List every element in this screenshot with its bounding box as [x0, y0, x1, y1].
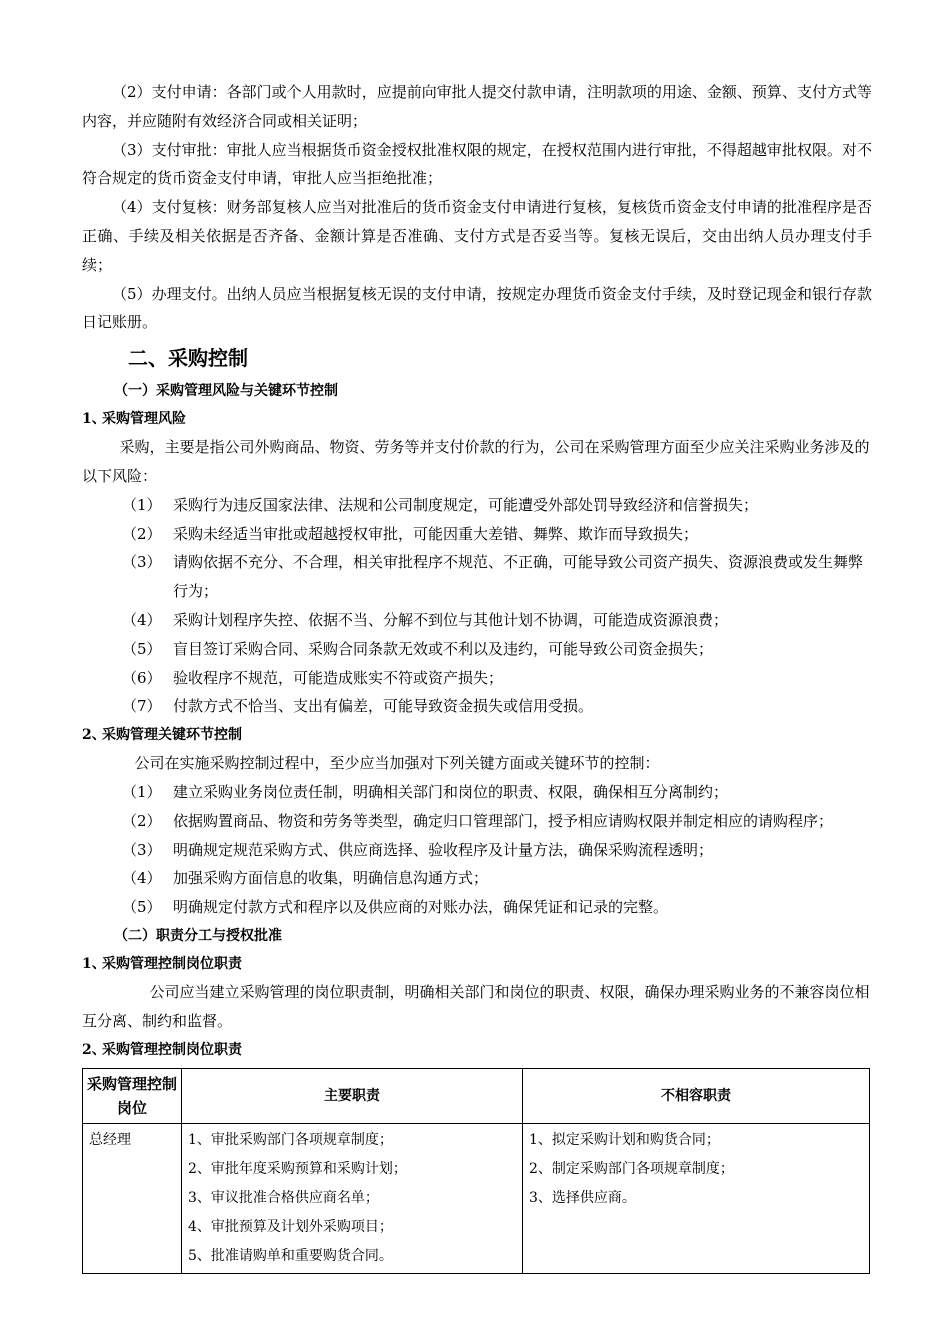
post-duty-intro: 公司应当建立采购管理的岗位职责制，明确相关部门和岗位的职责、权限，确保办理采购业务的不兼容岗位相互分离、制约和监督。 [82, 982, 870, 1030]
item-text: 采购行为违反国家法律、法规和公司制度规定，可能遭受外部处罚导致经济和信誉损失； [173, 495, 759, 514]
post-name: 总经理 [89, 1131, 131, 1148]
item-number: （3） [122, 840, 162, 859]
item-text: 付款方式不恰当、支出有偏差，可能导致资金损失或信用受损。 [173, 697, 594, 716]
list-item [82, 692, 872, 721]
duty-line: 3、审议批准合格供应商名单； [188, 1189, 379, 1206]
cell-main-duty [182, 1123, 523, 1273]
duty-line: 1、拟定采购计划和购货合同； [529, 1131, 720, 1148]
list-item [82, 778, 872, 807]
paragraph-payment-review: （4）支付复核：财务部复核人应当对批准后的货币资金支付申请进行复核，复核货币资金支付申请的批准程序是否正确、手续及相关依据是否齐备、金额计算是否准确、支付方式是否妥当等。复核无误后，交由出纳人员办理支付手续； [82, 198, 872, 274]
list-item [82, 664, 872, 693]
duty-line: 5、批准请购单和重要购货合同。 [188, 1247, 393, 1264]
key-control-list [82, 778, 872, 922]
column-header-main-duty: 主要职责 [182, 1068, 523, 1123]
item-number: （2） [122, 811, 162, 830]
heading-post-duty [82, 950, 872, 978]
list-item [82, 893, 872, 922]
list-item [82, 635, 872, 664]
heading-number: 1、 [82, 411, 106, 428]
item-number: （5） [122, 639, 162, 658]
list-item [82, 864, 872, 893]
item-text: 请购依据不充分、不合理，相关审批程序不规范、不正确，可能导致公司资产损失、资源浪费或发生舞弊行为； [173, 553, 864, 601]
duty-line: 1、审批采购部门各项规章制度； [188, 1131, 393, 1148]
cell-incompatible-duty [523, 1123, 870, 1273]
duty-line: 4、审批预算及计划外采购项目； [188, 1218, 393, 1235]
list-item [82, 548, 872, 606]
item-text: 采购未经适当审批或超越授权审批，可能因重大差错、舞弊、欺诈而导致损失； [173, 524, 699, 543]
item-number: （6） [122, 668, 162, 687]
risk-list [82, 491, 872, 721]
heading-number: 2、 [82, 727, 106, 744]
risk-intro: 采购，主要是指公司外购商品、物资、劳务等并支付价款的行为，公司在采购管理方面至少应关注采购业务涉及的以下风险： [82, 438, 870, 485]
item-number: （7） [122, 697, 162, 716]
item-text: 验收程序不规范，可能造成账实不符或资产损失； [173, 668, 504, 687]
item-text: 采购计划程序失控、依据不当、分解不到位与其他计划不协调，可能造成资源浪费； [173, 610, 729, 629]
column-header-incompatible-duty: 不相容职责 [523, 1068, 870, 1123]
paragraph-payment-approval: （3）支付审批：审批人应当根据货币资金授权批准权限的规定，在授权范围内进行审批，不得超越审批权限。对不符合规定的货币资金支付申请，审批人应当拒绝批准； [82, 140, 872, 188]
item-text: 加强采购方面信息的收集，明确信息沟通方式； [173, 869, 489, 888]
heading-key-control [82, 721, 872, 749]
cell-post [83, 1123, 182, 1273]
item-number: （1） [122, 495, 162, 514]
item-text: 建立采购业务岗位责任制，明确相关部门和岗位的职责、权限，确保相互分离制约； [173, 782, 729, 801]
list-item [82, 491, 872, 520]
heading-text: 采购管理控制岗位职责 [102, 955, 242, 972]
section-title: 二、采购控制 [128, 346, 248, 371]
list-item [82, 520, 872, 549]
item-number: （3） [122, 553, 162, 572]
heading-number: 2、 [82, 1041, 106, 1058]
heading-text: 采购管理风险 [102, 411, 186, 428]
list-item [82, 606, 872, 635]
paragraph-payment-processing: （5）办理支付。出纳人员应当根据复核无误的支付申请，按规定办理货币资金支付手续，及时登记现金和银行存款日记账册。 [82, 284, 872, 332]
duty-line: 3、选择供应商。 [529, 1189, 636, 1206]
item-number: （4） [122, 869, 162, 888]
item-number: （2） [122, 524, 162, 543]
item-text: 明确规定规范采购方式、供应商选择、验收程序及计量方法，确保采购流程透明； [173, 840, 714, 859]
heading-text: 采购管理关键环节控制 [102, 727, 242, 744]
item-text: 明确规定付款方式和程序以及供应商的对账办法，确保凭证和记录的完整。 [173, 898, 669, 917]
item-text: 盲目签订采购合同、采购合同条款无效或不利以及违约，可能导致公司资金损失； [173, 639, 714, 658]
duty-table [82, 1068, 870, 1274]
heading-post-duty-table [82, 1036, 872, 1064]
document-page [82, 78, 872, 1274]
item-text: 依据购置商品、物资和劳务等类型，确定归口管理部门，授予相应请购权限并制定相应的请购程序； [173, 811, 834, 830]
item-number: （4） [122, 610, 162, 629]
item-number: （1） [122, 782, 162, 801]
key-control-intro: 公司在实施采购控制过程中，至少应当加强对下列关键方面或关键环节的控制： [134, 754, 660, 773]
heading-number: 1、 [82, 955, 106, 972]
column-header-post: 采购管理控制岗位 [83, 1068, 182, 1123]
duty-line: 2、审批年度采购预算和采购计划； [188, 1160, 407, 1177]
paragraph-payment-application: （2）支付申请：各部门或个人用款时，应提前向审批人提交付款申请，注明款项的用途、金额、预算、支付方式等内容，并应随附有效经济合同或相关证明； [82, 83, 872, 130]
list-item [82, 807, 872, 836]
subsection-title-duties: （二）职责分工与授权批准 [114, 927, 282, 944]
list-item [82, 836, 872, 865]
duty-line: 2、制定采购部门各项规章制度； [529, 1160, 734, 1177]
item-number: （5） [122, 898, 162, 917]
table-header-row [83, 1068, 870, 1123]
subsection-title-risk: （一）采购管理风险与关键环节控制 [114, 383, 338, 400]
table-row [83, 1123, 870, 1273]
heading-procurement-risk [82, 405, 872, 433]
heading-text: 采购管理控制岗位职责 [102, 1041, 242, 1058]
